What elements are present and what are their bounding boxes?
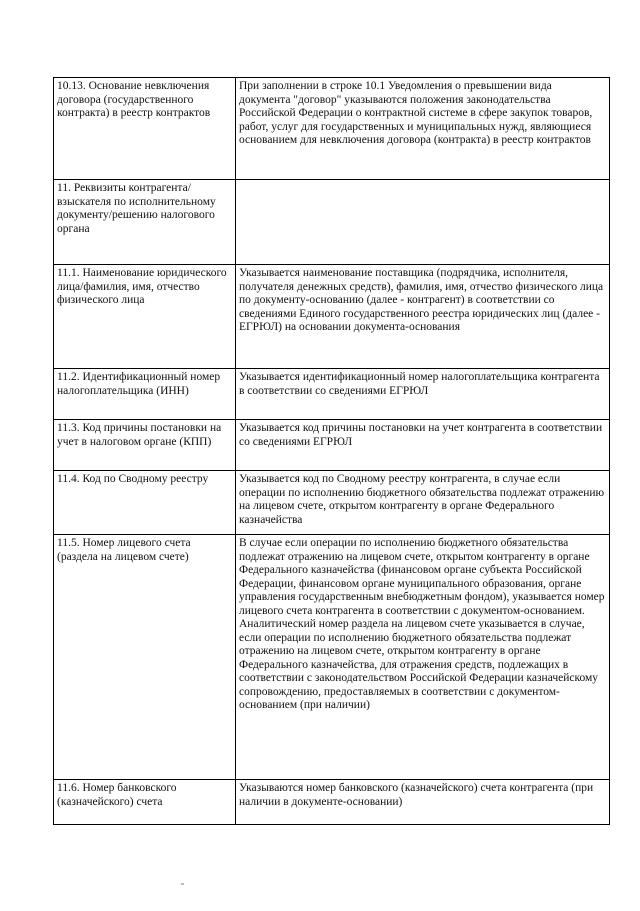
field-description-cell (236, 78, 610, 180)
table-row (54, 780, 610, 825)
scan-speck (181, 883, 184, 885)
field-description-cell (236, 369, 610, 420)
field-description-cell (236, 471, 610, 535)
field-description-cell (236, 780, 610, 825)
table-row (54, 369, 610, 420)
field-description-cell (236, 265, 610, 369)
field-name-cell: 10.13. Основание невключения договора (государственного контракта) в реестр контрактов (54, 78, 236, 180)
description-paragraph: При заполнении в строке 10.1 Уведомления о превышении вида документа "договор" указываются положения законодательства Российской Федерации о контрактной системе в сфере закупок товаров, работ, услуг для государственных и муниципальных нужд, являющиеся основанием для невключения договора (контракта) в реестр контрактов (239, 80, 593, 146)
description-paragraph: Указывается код причины постановки на учет контрагента в соответствии со сведениями ЕГРЮЛ (239, 422, 603, 448)
field-name-cell: 11.6. Номер банковского (казначейского) счета (54, 780, 236, 825)
table-row (54, 180, 610, 265)
table-row (54, 471, 610, 535)
field-description-cell (236, 535, 610, 780)
description-paragraph: В случае если операции по исполнению бюджетного обязательства подлежат отражению на лицевом счете, открытом контрагенту в органе Федерального казначейства (финансовом органе субъекта Российской Федерации, финансовом органе муниципального образования, органе управления государственным внебюджетным фондом), указывается номер лицевого счета контрагента в соответствии с документом-основанием. (239, 537, 605, 617)
field-name-cell: 11.5. Номер лицевого счета (раздела на лицевом счете) (54, 535, 236, 780)
table-row (54, 265, 610, 369)
description-paragraph: Указывается наименование поставщика (подрядчика, исполнителя, получателя денежных средств), фамилия, имя, отчество физического лица по документу-основанию (далее - контрагент) в соответствии со сведениями Единого государственного реестра юридических лиц (далее - ЕГРЮЛ) на основании документа-основания (239, 267, 604, 333)
table-row (54, 78, 610, 180)
table-row (54, 535, 610, 780)
table-body (54, 78, 610, 825)
field-name-cell: 11.2. Идентификационный номер налогоплательщика (ИНН) (54, 369, 236, 420)
description-paragraph: Аналитический номер раздела на лицевом счете указывается в случае, если операции по исполнению бюджетного обязательства подлежат отражению на лицевом счете, открытом контрагенту в органе Федерального казначейства, для отражения средств, подлежащих в соответствии с законодательством Российской Федерации казначейскому сопровождению, предоставляемых в соответствии с документом-основанием (при наличии) (239, 618, 599, 711)
field-name-cell: 11.1. Наименование юридического лица/фамилия, имя, отчество физического лица (54, 265, 236, 369)
table-row (54, 420, 610, 471)
field-name-cell: 11.4. Код по Сводному реестру (54, 471, 236, 535)
description-paragraph: Указывается код по Сводному реестру контрагента, в случае если операции по исполнению бюджетного обязательства подлежат отражению на лицевом счете, открытом контрагенту в органе Федерального казначейства (239, 473, 605, 526)
field-description-cell (236, 420, 610, 471)
field-name-cell: 11.3. Код причины постановки на учет в налоговом органе (КПП) (54, 420, 236, 471)
requirements-table (53, 77, 610, 825)
description-paragraph: Указывается идентификационный номер налогоплательщика контрагента в соответствии со сведениями ЕГРЮЛ (239, 371, 600, 397)
field-description-cell (236, 180, 610, 265)
field-name-cell: 11. Реквизиты контрагента/взыскателя по исполнительному документу/решению налогового органа (54, 180, 236, 265)
description-paragraph: Указываются номер банковского (казначейского) счета контрагента (при наличии в документе-основании) (239, 782, 594, 808)
